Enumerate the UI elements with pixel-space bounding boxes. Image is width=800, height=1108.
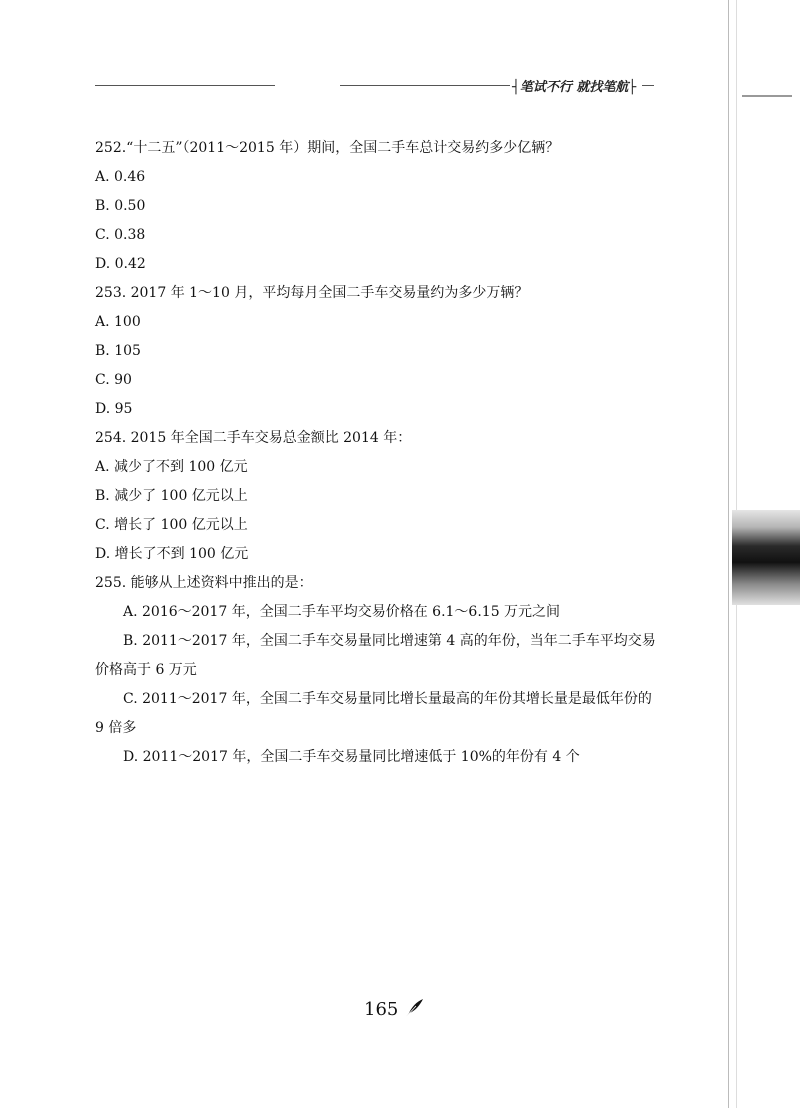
header-rule-left: [95, 85, 275, 86]
header-slogan-text: 笔试不行 就找笔航: [519, 80, 629, 95]
question-stem: 255. 能够从上述资料中推出的是：: [95, 575, 313, 591]
option-b: B. 2011～2017 年，全国二手车交易量同比增速第 4 高的年份，当年二手车平均交易价格高于 6 万元: [95, 633, 656, 678]
header-rule-middle: [340, 85, 510, 86]
option-d: D. 95: [95, 401, 133, 417]
question-253: [95, 279, 660, 424]
option-b: B. 0.50: [95, 198, 146, 214]
option-c: C. 2011～2017 年，全国二手车交易量同比增长量最高的年份其增长量是最低年份的 9 倍多: [95, 691, 652, 736]
option-b: B. 105: [95, 343, 141, 359]
option-c: C. 0.38: [95, 227, 146, 243]
question-stem: 253. 2017 年 1～10 月，平均每月全国二手车交易量约为多少万辆？: [95, 285, 529, 301]
quill-icon: [404, 998, 424, 1018]
option-d: D. 增长了不到 100 亿元: [95, 546, 249, 562]
scan-edge: [722, 0, 800, 1108]
page-number-text: 165: [364, 999, 399, 1020]
header-rule-right: [642, 85, 654, 86]
option-c: C. 90: [95, 372, 132, 388]
scan-smudge: [742, 95, 792, 97]
option-b: B. 减少了 100 亿元以上: [95, 488, 248, 504]
question-252: [95, 134, 660, 279]
question-255: [95, 569, 660, 772]
option-d: D. 0.42: [95, 256, 146, 272]
page-number: [364, 998, 424, 1020]
question-stem: 254. 2015 年全国二手车交易总金额比 2014 年：: [95, 430, 412, 446]
question-254: [95, 424, 660, 569]
option-d: D. 2011～2017 年，全国二手车交易量同比增速低于 10%的年份有 4 个: [123, 749, 580, 765]
option-c: C. 增长了 100 亿元以上: [95, 517, 248, 533]
option-a: A. 2016～2017 年，全国二手车平均交易价格在 6.1～6.15 万元之间: [123, 604, 561, 620]
question-list: [95, 134, 660, 772]
scan-shadow: [732, 510, 800, 605]
option-a: A. 0.46: [95, 169, 146, 185]
option-a: A. 100: [95, 314, 141, 330]
scan-edge-line: [728, 0, 729, 1108]
option-a: A. 减少了不到 100 亿元: [95, 459, 248, 475]
header-slogan: ┤笔试不行 就找笔航├: [512, 80, 637, 95]
question-stem: 252.“十二五”（2011～2015 年）期间，全国二手车总计交易约多少亿辆？: [95, 140, 560, 156]
